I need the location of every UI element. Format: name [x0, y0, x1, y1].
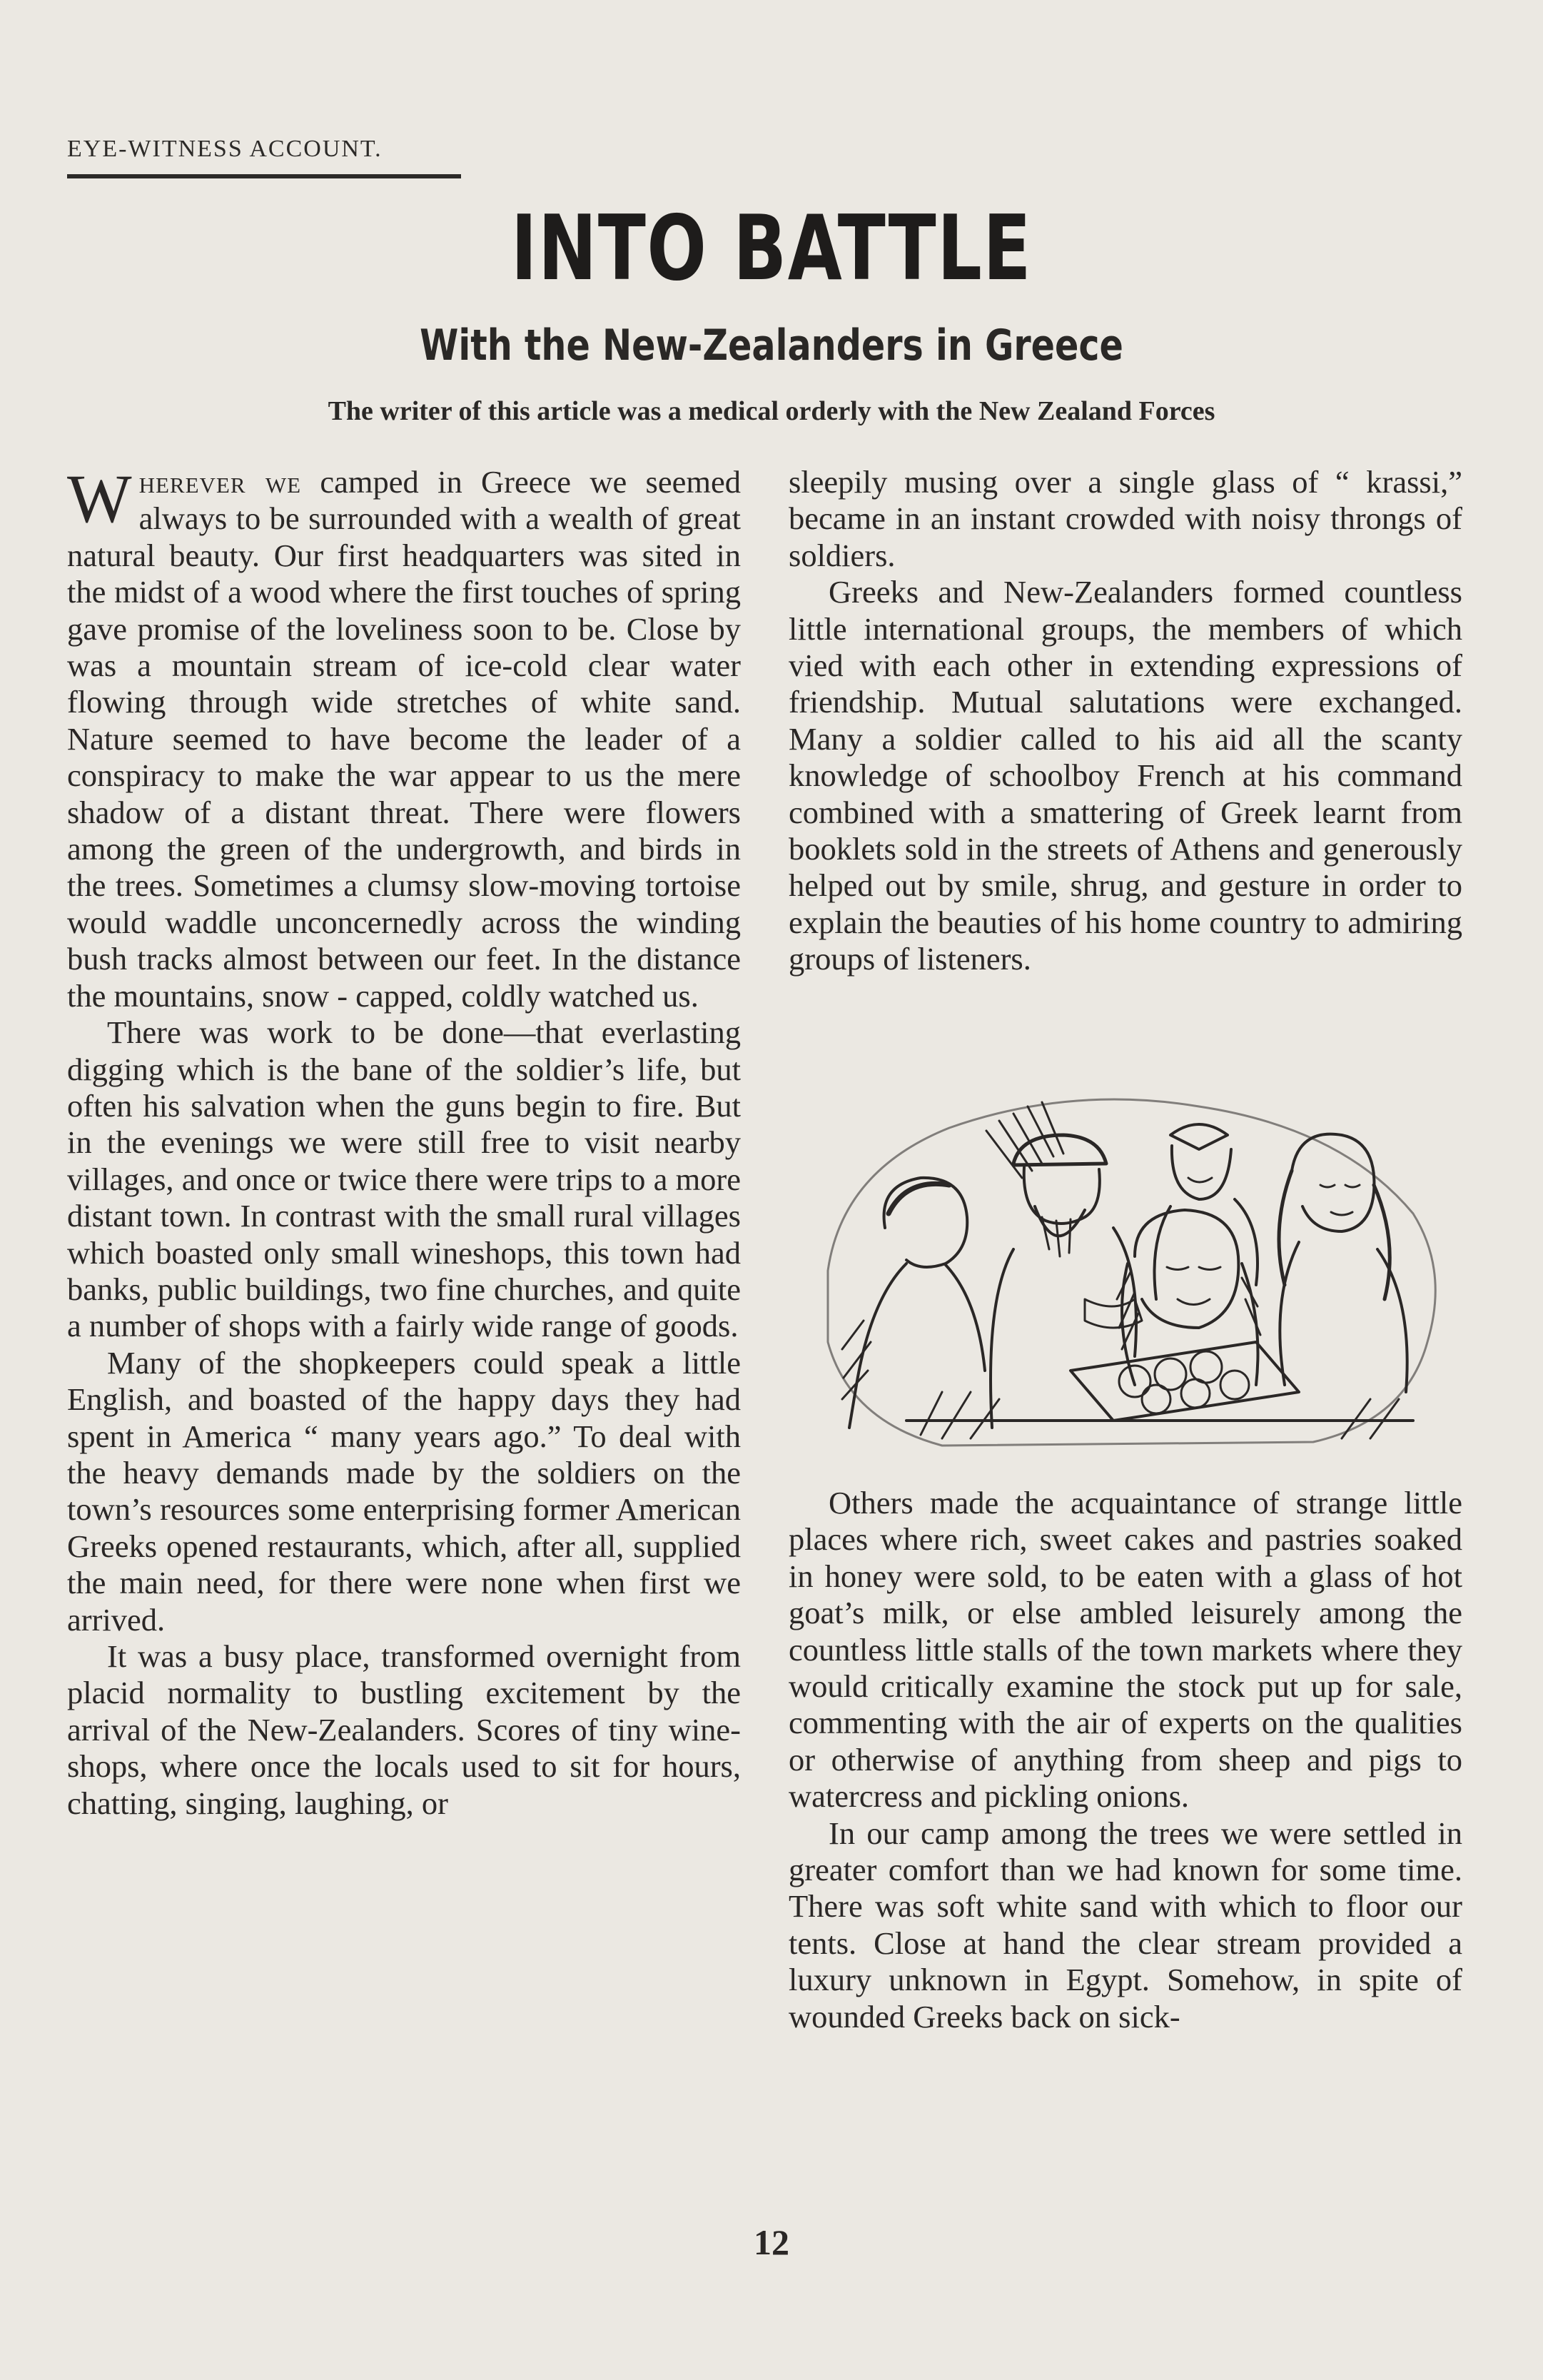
drop-cap: W	[67, 460, 132, 537]
paragraph-text: camped in Greece we seemed always to be surrounded with a wealth of great natural beauty. Our first headquarters was sited in the midst of a wood where the first touches of spring gave promise of the loveliness soon to be. Close by was a mountain stream of ice-cold clear water flowing through wide stretches of white sand. Nature seemed to have become the leader of a conspiracy to make the war appear to us the mere shadow of a distant threat. There were flowers among the green of the undergrowth, and birds in the trees. Sometimes a clumsy slow-moving tortoise would waddle unconcernedly across the winding bush tracks almost between our feet. In the distance the mountains, snow - capped, coldly watched us.	[67, 464, 741, 1014]
section-rule	[67, 174, 461, 178]
section-label: EYE-WITNESS ACCOUNT.	[67, 136, 383, 162]
paragraph: In our camp among the trees we were settled in greater comfort than we had known for some time. There was soft white sand with which to floor our tents. Close at hand the clear stream provided a luxury unknown in Egypt. Somehow, in spite of wounded Greeks back on sick-	[789, 1815, 1462, 2034]
left-column	[67, 460, 741, 1822]
right-column-upper	[789, 464, 1462, 978]
paragraph: It was a busy place, transformed overnight from placid normality to bustling excitement by the arrival of the New-Zealanders. Scores of tiny wine-shops, where once the locals used to sit for hours, chatting, singing, laughing, or	[67, 1638, 741, 1821]
paragraph: Greeks and New-Zealanders formed countless little international groups, the members of which vied with each other in extending expressions of friendship. Mutual salutations were exchanged. Many a soldier called to his aid all the scanty knowledge of schoolboy French at his command combined with a smattering of Greek learnt from booklets sold in the streets of Athens and generously helped out by smile, shrug, and gesture in order to explain the beauties of his home country to admiring groups of listeners.	[789, 574, 1462, 977]
paragraph: sleepily musing over a single glass of “ krassi,” became in an instant crowded with noisy throngs of soldiers.	[789, 464, 1462, 573]
paragraph: Others made the acquaintance of strange little places where rich, sweet cakes and pastries soaked in honey were sold, to be eaten with a glass of hot goat’s milk, or else ambled leisurely among the countless little stalls of the town markets where they would critically examine the stock put up for sale, commenting with the air of experts on the qualities or otherwise of anything from sheep and pigs to watercress and pickling onions.	[789, 1485, 1462, 1815]
lead-in: herever we	[138, 464, 302, 500]
paragraph: There was work to be done—that everlasting digging which is the bane of the soldier’s life, but often his salvation when the guns begin to fire. But in the evenings we were still free to visit nearby villages, and once or twice there were trips to a more distant town. In contrast with the small rural villages which boasted only small wineshops, this town had banks, public buildings, two fine churches, and quite a number of shops with a fairly wide range of goods.	[67, 1014, 741, 1344]
article-byline: The writer of this article was a medical orderly with the New Zealand Forces	[328, 396, 1215, 426]
article-title: INTO BATTLE	[510, 196, 1033, 301]
paragraph	[67, 460, 741, 1014]
page-number: 12	[754, 2222, 789, 2262]
right-column-lower	[789, 1485, 1462, 2035]
article-subtitle: With the New-Zealanders in Greece	[420, 321, 1123, 370]
paragraph: Many of the shopkeepers could speak a little English, and boasted of the happy days they had spent in America “ many years ago.” To deal with the heavy demands made by the soldiers on the town’s resources some enterprising former American Greeks opened restaurants, which, after all, supplied the main need, for there were none when first we arrived.	[67, 1344, 741, 1638]
illustration-soldiers-and-villagers	[799, 1085, 1456, 1456]
